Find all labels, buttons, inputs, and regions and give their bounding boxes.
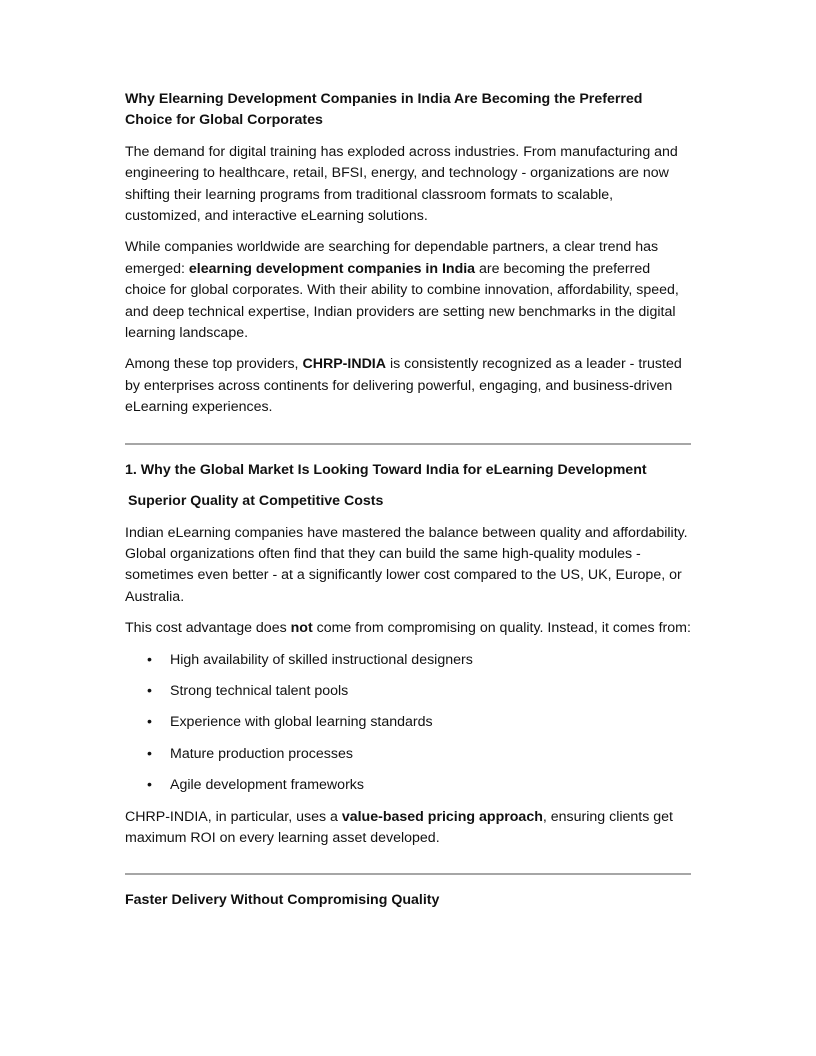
bullet-icon: • xyxy=(147,682,152,699)
list-item-text: High availability of skilled instructional designers xyxy=(170,651,473,668)
text-run: , ensuring clients get maximum ROI on every learning asset developed. xyxy=(125,808,674,846)
section-1-heading: 1. Why the Global Market Is Looking Toward India for eLearning Development xyxy=(125,461,647,478)
list-item-text: Agile development frameworks xyxy=(170,777,364,794)
text-run: is consistently recognized as a leader - trusted by enterprises across continents for delivering powerful, engaging, and business-driven eLearning experiences. xyxy=(125,356,682,416)
text-run: While companies worldwide are searching for dependable partners, a clear trend has emerged: xyxy=(125,239,659,277)
list-item-text: Mature production processes xyxy=(170,745,353,762)
bold-text-run: elearning development companies in India xyxy=(188,260,476,277)
bullet-icon: • xyxy=(147,745,152,762)
bold-text-run: CHRP-INDIA xyxy=(302,356,386,373)
list-item-text: Strong technical talent pools xyxy=(170,682,349,699)
text-run: This cost advantage does xyxy=(125,620,291,637)
intro-paragraph-3 xyxy=(125,354,691,418)
bullet-icon: • xyxy=(147,777,152,794)
list-item-text: Experience with global learning standards xyxy=(170,714,433,731)
section-1-paragraph-3 xyxy=(125,807,691,850)
document-title: Why Elearning Development Companies in India Are Becoming the Preferred Choice for Global Corporates xyxy=(125,91,643,129)
document-body xyxy=(125,89,691,922)
intro-paragraph-2 xyxy=(125,237,691,344)
bold-text-run: value-based pricing approach xyxy=(341,808,543,825)
section-1-paragraph-1: Indian eLearning companies have mastered the balance between quality and affordability. Global organizations often find that they can build the same high-quality modules - sometimes even better - at a significantly lower cost compared to the US, UK, Europe, or Australia. xyxy=(125,524,688,605)
section-divider xyxy=(125,873,691,875)
text-run: CHRP-INDIA, in particular, uses a xyxy=(125,808,342,825)
list-item xyxy=(125,681,691,702)
list-item xyxy=(125,775,691,796)
list-item xyxy=(125,712,691,733)
list-item xyxy=(125,650,691,671)
section-divider xyxy=(125,443,691,445)
text-run: come from compromising on quality. Instead, it comes from: xyxy=(312,620,691,637)
intro-paragraph-1: The demand for digital training has exploded across industries. From manufacturing and engineering to healthcare, retail, BFSI, energy, and technology - organizations are now shifting their learning programs from traditional classroom formats to scalable, customized, and interactive eLearning solutions. xyxy=(125,143,678,225)
bullet-list xyxy=(125,650,691,797)
text-run: are becoming the preferred choice for global corporates. With their ability to combine innovation, affordability, speed, and deep technical expertise, Indian providers are setting new benchmarks in the digital learning landscape. xyxy=(125,260,679,342)
section-1-subheading: Superior Quality at Competitive Costs xyxy=(128,493,384,510)
section-1-paragraph-2 xyxy=(125,618,691,639)
bullet-icon: • xyxy=(147,714,152,731)
text-run: Among these top providers, xyxy=(125,356,303,373)
list-item xyxy=(125,744,691,765)
bullet-icon: • xyxy=(147,651,152,668)
section-2-heading: Faster Delivery Without Compromising Quality xyxy=(125,892,440,909)
bold-text-run: not xyxy=(290,620,313,637)
